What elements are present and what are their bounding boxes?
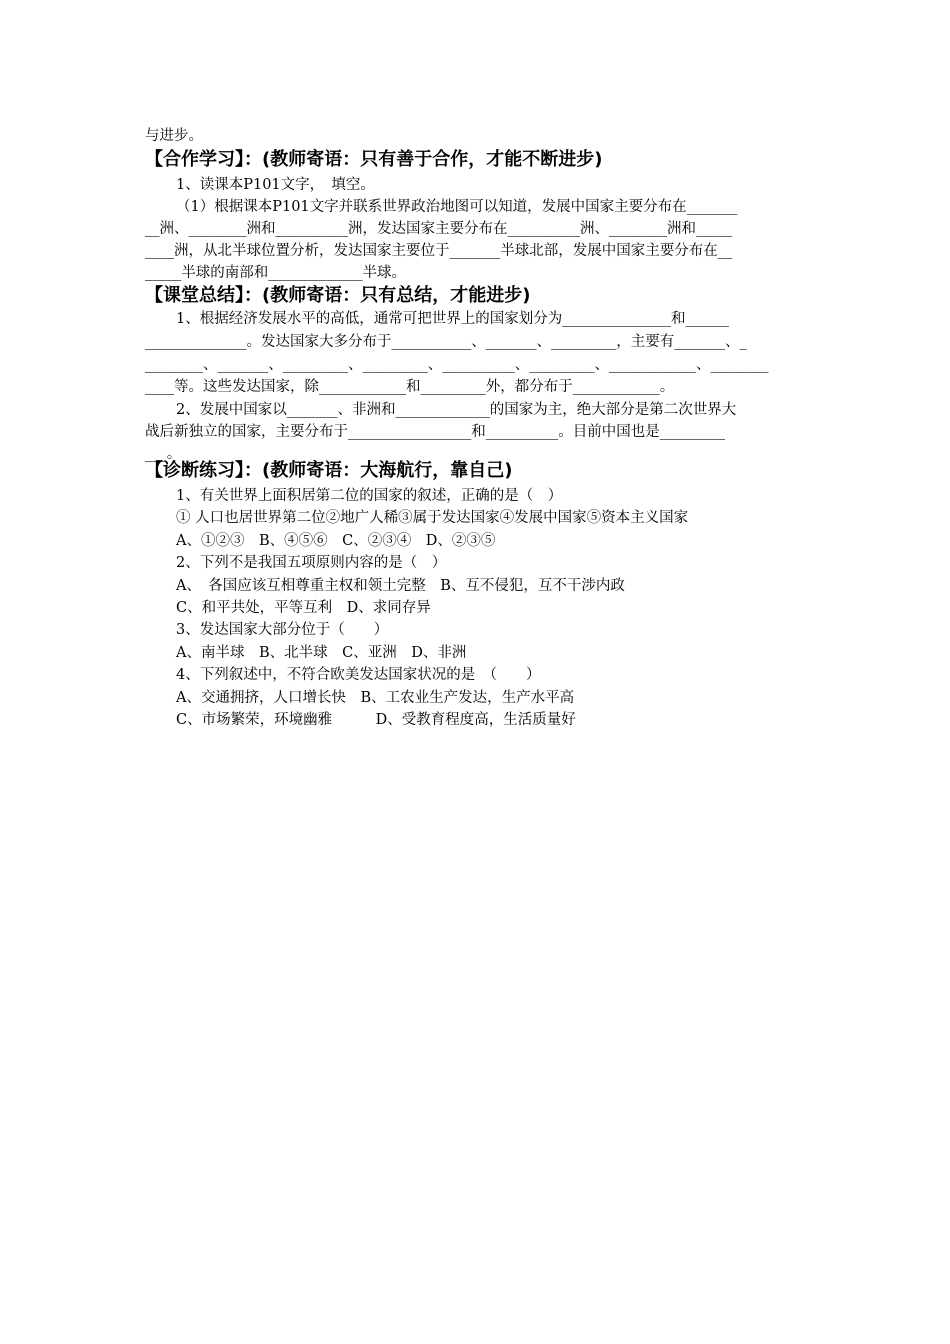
cooperative-line-4: ____洲，从北半球位置分析，发达国家主要位于_______半球北部，发展中国家主要分布在__ xyxy=(145,243,733,259)
cooperative-line-5: _____半球的南部和_____________半球。 xyxy=(145,265,406,281)
question-1: 1、有关世界上面积居第二位的国家的叙述，正确的是（ ） xyxy=(176,488,563,504)
question-1-options: A、①②③ B、④⑤⑥ C、②③④ D、②③⑤ xyxy=(176,533,496,549)
question-1-items: ① 人口也居世界第二位②地广人稀③属于发达国家④发展中国家⑤资本主义国家 xyxy=(176,510,689,526)
question-4: 4、下列叙述中，不符合欧美发达国家状况的是 （ ） xyxy=(176,667,541,683)
question-2: 2、下列不是我国五项原则内容的是（ ） xyxy=(176,555,447,571)
summary-line-6: 战后新独立的国家，主要分布于_________________和__________。目前中国也是_________ xyxy=(145,424,725,440)
summary-line-5: 2、发展中国家以_______、非洲和_____________的国家为主，绝大部分是第二次世界大 xyxy=(176,402,737,418)
practice-heading: 【诊断练习】：(教师寄语：大海航行，靠自己) xyxy=(145,460,513,481)
summary-line-2: ______________。发达国家大多分布于___________、_______、_________，主要有_______、_ xyxy=(145,334,747,350)
intro-line: 与进步。 xyxy=(145,128,203,144)
cooperative-line-3: __洲、________洲和__________洲，发达国家主要分布在__________洲、________洲和_____ xyxy=(145,221,733,237)
question-2-options-2: C、和平共处，平等互利 D、求同存异 xyxy=(176,600,431,616)
question-3: 3、发达国家大部分位于（ ） xyxy=(176,622,389,638)
cooperative-heading: 【合作学习】：(教师寄语：只有善于合作，才能不断进步) xyxy=(145,149,603,170)
question-4-options-2: C、市场繁荣，环境幽雅 D、受教育程度高，生活质量好 xyxy=(176,712,576,728)
summary-line-1: 1、根据经济发展水平的高低，通常可把世界上的国家划分为_______________和______ xyxy=(176,311,729,327)
summary-line-3: ________、_______、_________、_________、__________、_________、____________、________ xyxy=(145,357,769,373)
question-4-options-1: A、交通拥挤，人口增长快 B、工农业生产发达，生产水平高 xyxy=(176,690,575,706)
question-2-options-1: A、 各国应该互相尊重主权和领土完整 B、互不侵犯，互不干涉内政 xyxy=(176,578,625,594)
summary-line-4: ____等。这些发达国家，除____________和_________外，都分布于____________。 xyxy=(145,379,675,395)
question-3-options: A、南半球 B、北半球 C、亚洲 D、非洲 xyxy=(176,645,467,661)
summary-heading: 【课堂总结】：(教师寄语：只有总结，才能进步) xyxy=(145,285,531,306)
cooperative-line-1: 1、读课本P101文字， 填空。 xyxy=(176,177,375,193)
cooperative-line-2: （1）根据课本P101文字并联系世界政治地图可以知道，发展中国家主要分布在_______ xyxy=(176,199,738,215)
summary-line-7: ___。 xyxy=(145,446,182,462)
